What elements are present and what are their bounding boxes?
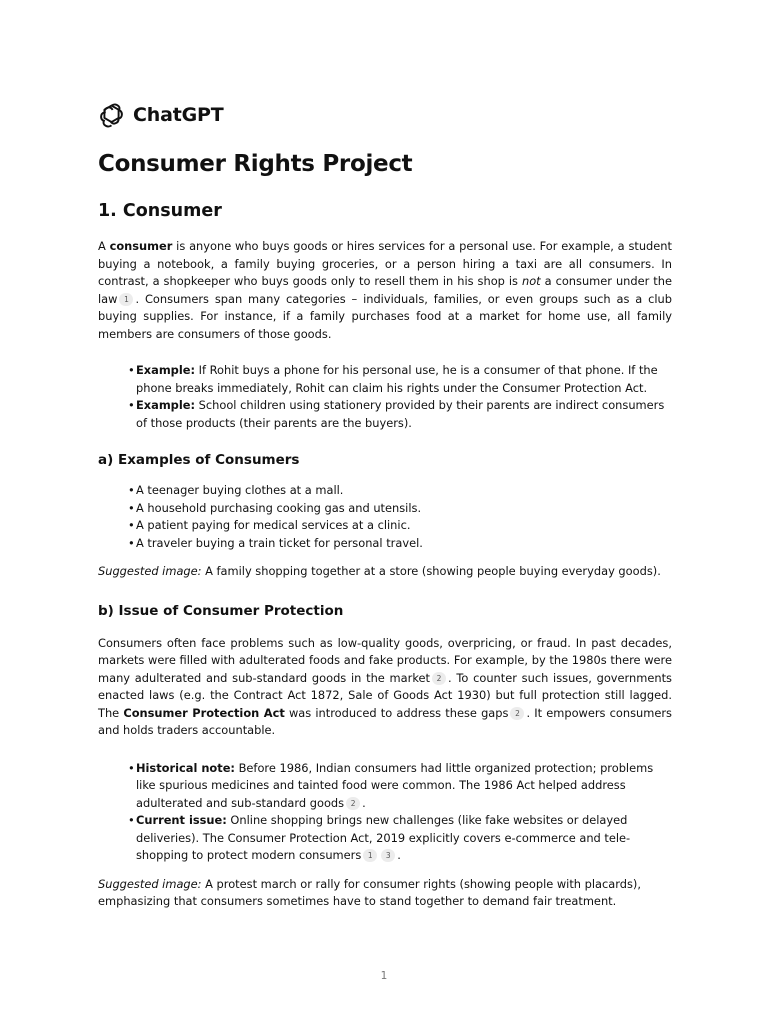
citation-badge[interactable]: 2 [510, 707, 524, 720]
list-item: • A traveler buying a train ticket for personal travel. [128, 535, 672, 553]
subsection-heading-protection: b) Issue of Consumer Protection [98, 602, 344, 619]
citation-badge[interactable]: 1 [119, 293, 133, 306]
citation-badge[interactable]: 2 [432, 672, 446, 685]
brand-name: ChatGPT [133, 104, 224, 126]
document-page [98, 98, 672, 911]
citation-badge[interactable]: 2 [346, 797, 360, 810]
suggested-image-note: Suggested image: A family shopping together at a store (showing people buying everyday goods). [98, 564, 661, 578]
list-item: • Current issue: Online shopping brings new challenges (like fake websites or delayed deliveries). The Consumer Protection Act, 2019 explicitly covers e-commerce and tele-shopping to protect modern consumers 1 3 . [128, 812, 672, 865]
protection-paragraph: Consumers often face problems such as low-quality goods, overpricing, or fraud. In past decades, markets were filled with adulterated foods and fake products. For example, by the 1980s there were many adulterated and sub-standard goods in the market 2 . To counter such issues, governments enacted laws (e.g. the Contract Act 1872, Sale of Goods Act 1930) but full protection still lagged. The Consumer Protection Act was introduced to address these gaps 2 . It empowers consumers and holds traders accountable. [98, 635, 672, 737]
document-title: Consumer Rights Project [98, 151, 413, 177]
list-item: • Historical note: Before 1986, Indian consumers had little organized protection; problems like spurious medicines and tainted food were common. The 1986 Act helped address adulterated and sub-standard goods 2 . [128, 760, 672, 813]
list-item: • Example: School children using stationery provided by their parents are indirect consumers of those products (their parents are the buyers). [128, 397, 672, 432]
page-number: 1 [380, 970, 388, 982]
consumer-examples-list [98, 362, 672, 432]
citation-badge[interactable]: 3 [381, 849, 395, 862]
protection-notes-list [98, 760, 672, 865]
list-item: • A patient paying for medical services at a clinic. [128, 517, 672, 535]
citation-badge[interactable]: 1 [363, 849, 377, 862]
brand-header [98, 98, 672, 132]
list-item: • A household purchasing cooking gas and utensils. [128, 500, 672, 518]
list-item: • A teenager buying clothes at a mall. [128, 482, 672, 500]
openai-logo-icon [98, 102, 125, 129]
examples-of-consumers-list [98, 482, 672, 552]
section-heading-consumer: 1. Consumer [98, 201, 222, 221]
suggested-image-note: Suggested image: A protest march or rally for consumer rights (showing people with placards), emphasizing that consumers sometimes have to stand together to demand fair treatment. [98, 876, 641, 908]
consumer-intro-paragraph: A consumer is anyone who buys goods or hires services for a personal use. For example, a student buying a notebook, a family buying groceries, or a person hiring a taxi are all consumers. In contrast, a shopkeeper who buys goods only to resell them in his shop is not a consumer under the law 1 . Consumers span many categories – individuals, families, or even groups such as a club buying supplies. For instance, if a family purchases food at a market for home use, all family members are consumers of those goods. [98, 239, 672, 341]
subsection-heading-examples: a) Examples of Consumers [98, 452, 300, 468]
list-item: • Example: If Rohit buys a phone for his personal use, he is a consumer of that phone. If the phone breaks immediately, Rohit can claim his rights under the Consumer Protection Act. [128, 362, 672, 397]
